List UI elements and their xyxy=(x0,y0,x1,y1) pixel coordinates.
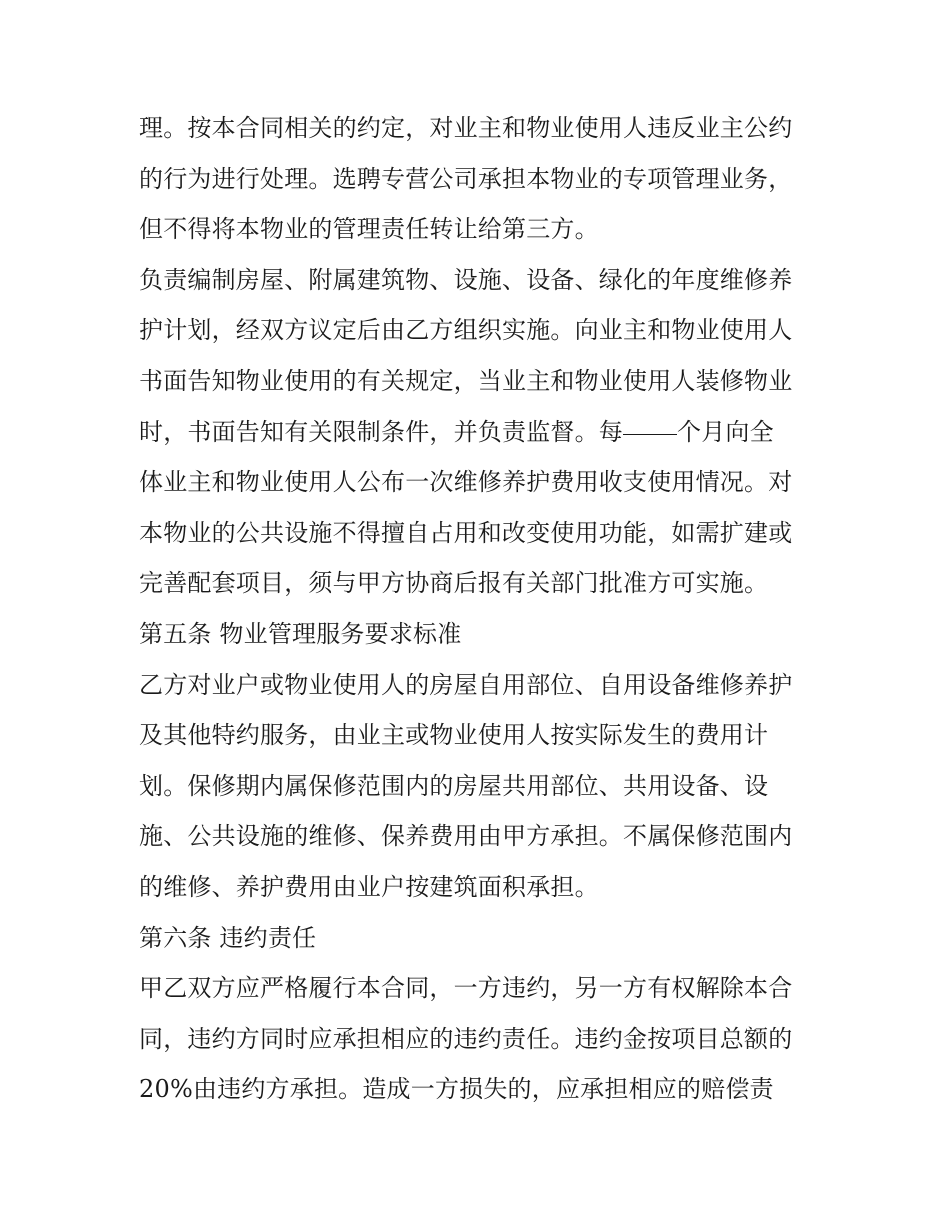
fill-in-blank xyxy=(623,433,677,435)
text-line: 及其他特约服务，由业主或物业使用人按实际发生的费用计 xyxy=(139,721,769,750)
text-line: 20%由违约方承担。造成一方损失的，应承担相应的赔偿责 xyxy=(139,1075,774,1104)
text-line: 的行为进行处理。选聘专营公司承担本物业的专项管理业务， xyxy=(139,164,793,193)
text-line: 体业主和物业使用人公布一次维修养护费用收支使用情况。对 xyxy=(139,468,793,497)
text-line: 的维修、养护费用由业户按建筑面积承担。 xyxy=(139,872,599,901)
text-line: 理。按本合同相关的约定，对业主和物业使用人违反业主公约 xyxy=(139,114,793,142)
text-line: 施、公共设施的维修、保养费用由甲方承担。不属保修范围内 xyxy=(139,822,793,851)
text-segment: 时，书面告知有关限制条件，并负责监督。每 xyxy=(139,417,623,446)
text-line: 负责编制房屋、附属建筑物、设施、设备、绿化的年度维修养 xyxy=(139,265,793,294)
text-line: 划。保修期内属保修范围内的房屋共用部位、共用设备、设 xyxy=(139,771,769,800)
text-line: 同，违约方同时应承担相应的违约责任。违约金按项目总额的 xyxy=(139,1024,793,1053)
text-line: 但不得将本物业的管理责任转让给第三方。 xyxy=(139,215,599,244)
text-line: 书面告知物业使用的有关规定，当业主和物业使用人装修物业 xyxy=(139,366,793,395)
text-line: 完善配套项目，须与甲方协商后报有关部门批准方可实施。 xyxy=(139,569,769,598)
section-heading: 第五条 物业管理服务要求标准 xyxy=(139,619,462,648)
text-line: 乙方对业户或物业使用人的房屋自用部位、自用设备维修养护 xyxy=(139,670,793,699)
text-line: 本物业的公共设施不得擅自占用和改变使用功能，如需扩建或 xyxy=(139,518,793,547)
text-segment: 个月向全 xyxy=(677,417,774,446)
text-line: 甲乙双方应严格履行本合同，一方违约，另一方有权解除本合 xyxy=(139,974,793,1003)
document-page xyxy=(139,103,819,1115)
section-heading: 第六条 违约责任 xyxy=(139,923,317,952)
text-line xyxy=(139,407,819,458)
text-line: 护计划，经双方议定后由乙方组织实施。向业主和物业使用人 xyxy=(139,316,793,345)
